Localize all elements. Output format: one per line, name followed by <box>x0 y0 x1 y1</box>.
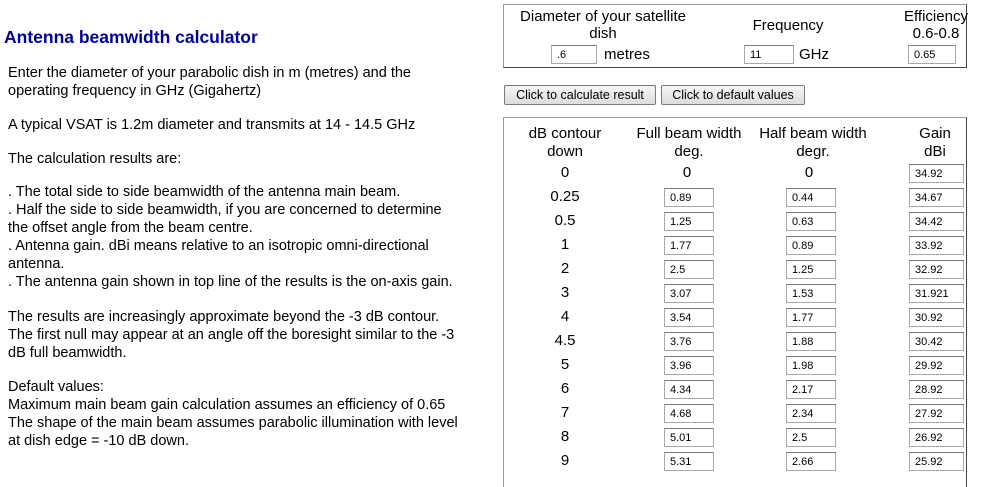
half-beamwidth-field[interactable]: 1.25 <box>786 260 836 279</box>
bullet-list <box>8 183 498 291</box>
db-contour-value: 9 <box>560 452 570 469</box>
bullet-line: antenna. <box>8 256 65 272</box>
bullet-line: . Half the side to side beamwidth, if you are concerned to determine <box>8 202 442 218</box>
intro-text: Enter the diameter of your parabolic dish in m (metres) and the operating frequency in GHz (Gigahertz) <box>8 65 411 99</box>
approximation-note: The results are increasingly approximate beyond the -3 dB contour. The first null may appear at an angle off the boresight similar to the -3 dB full beamwidth. <box>8 309 455 361</box>
gain-field[interactable]: 30.42 <box>909 332 964 351</box>
db-contour-value: 8 <box>560 428 570 445</box>
full-beamwidth-field[interactable]: 4.68 <box>664 404 714 423</box>
db-contour-value: 0 <box>560 164 570 181</box>
bullet-line: . Antenna gain. dBi means relative to an isotropic omni-directional <box>8 238 429 254</box>
half-beamwidth-value: 0 <box>804 164 814 181</box>
full-beamwidth-field[interactable]: 5.01 <box>664 428 714 447</box>
half-beamwidth-field[interactable]: 0.89 <box>786 236 836 255</box>
full-beamwidth-field[interactable]: 5.31 <box>664 452 714 471</box>
full-beamwidth-field[interactable]: 3.54 <box>664 308 714 327</box>
db-contour-value: 6 <box>560 380 570 397</box>
half-beamwidth-header: Half beam width degr. <box>759 125 867 160</box>
bullet-line: . The total side to side beamwidth of the antenna main beam. <box>8 184 401 200</box>
results-intro: The calculation results are: <box>8 151 182 167</box>
gain-field[interactable]: 27.92 <box>909 404 964 423</box>
diameter-label: Diameter of your satellite dish <box>520 8 686 42</box>
half-beamwidth-field[interactable]: 1.88 <box>786 332 836 351</box>
gain-field[interactable]: 30.92 <box>909 308 964 327</box>
gain-field[interactable]: 34.92 <box>909 164 964 183</box>
db-contour-value: 5 <box>560 356 570 373</box>
full-beamwidth-field[interactable]: 3.07 <box>664 284 714 303</box>
db-contour-value: 4.5 <box>554 332 576 349</box>
gain-field[interactable]: 34.67 <box>909 188 964 207</box>
gain-field[interactable]: 26.92 <box>909 428 964 447</box>
db-contour-value: 1 <box>560 236 570 253</box>
half-beamwidth-field[interactable]: 0.63 <box>786 212 836 231</box>
full-beamwidth-field[interactable]: 4.34 <box>664 380 714 399</box>
half-beamwidth-field[interactable]: 2.66 <box>786 452 836 471</box>
half-beamwidth-field[interactable]: 2.17 <box>786 380 836 399</box>
gain-field[interactable]: 33.92 <box>909 236 964 255</box>
gain-header: Gain dBi <box>919 125 951 160</box>
typical-note: A typical VSAT is 1.2m diameter and transmits at 14 - 14.5 GHz <box>8 117 416 133</box>
half-beamwidth-field[interactable]: 1.77 <box>786 308 836 327</box>
frequency-input[interactable]: 11 <box>744 45 794 64</box>
efficiency-label: Efficiency 0.6-0.8 <box>904 8 968 42</box>
gain-field[interactable]: 29.92 <box>909 356 964 375</box>
gain-field[interactable]: 25.92 <box>909 452 964 471</box>
frequency-label: Frequency <box>752 17 824 34</box>
half-beamwidth-field[interactable]: 2.5 <box>786 428 836 447</box>
diameter-input[interactable]: .6 <box>551 45 597 64</box>
db-contour-header: dB contour down <box>528 125 602 160</box>
db-contour-value: 7 <box>560 404 570 421</box>
full-beamwidth-field[interactable]: 1.77 <box>664 236 714 255</box>
full-beamwidth-field[interactable]: 0.89 <box>664 188 714 207</box>
gain-field[interactable]: 28.92 <box>909 380 964 399</box>
defaults-note: Default values: Maximum main beam gain calculation assumes an efficiency of 0.65 The shape of the main beam assumes parabolic illumination with level at dish edge = -10 dB down. <box>8 379 458 449</box>
half-beamwidth-field[interactable]: 0.44 <box>786 188 836 207</box>
gain-field[interactable]: 31.921 <box>909 284 964 303</box>
full-beamwidth-field[interactable]: 3.96 <box>664 356 714 375</box>
db-contour-value: 2 <box>560 260 570 277</box>
efficiency-input[interactable]: 0.65 <box>908 45 956 64</box>
full-beamwidth-header: Full beam width deg. <box>636 125 742 160</box>
bullet-line: . The antenna gain shown in top line of the results is the on-axis gain. <box>8 274 453 290</box>
half-beamwidth-field[interactable]: 2.34 <box>786 404 836 423</box>
db-contour-value: 0.25 <box>550 188 580 205</box>
page-title: Antenna beamwidth calculator <box>4 27 258 47</box>
bullet-line: the offset angle from the beam centre. <box>8 220 253 236</box>
gain-field[interactable]: 34.42 <box>909 212 964 231</box>
half-beamwidth-field[interactable]: 1.98 <box>786 356 836 375</box>
db-contour-value: 4 <box>560 308 570 325</box>
default-values-button[interactable]: Click to default values <box>661 85 805 105</box>
full-beamwidth-field[interactable]: 3.76 <box>664 332 714 351</box>
half-beamwidth-field[interactable]: 1.53 <box>786 284 836 303</box>
full-beamwidth-field[interactable]: 1.25 <box>664 212 714 231</box>
full-beamwidth-field[interactable]: 2.5 <box>664 260 714 279</box>
gain-field[interactable]: 32.92 <box>909 260 964 279</box>
full-beamwidth-value: 0 <box>682 164 692 181</box>
db-contour-value: 3 <box>560 284 570 301</box>
calculate-button[interactable]: Click to calculate result <box>504 85 656 105</box>
frequency-unit: GHz <box>799 46 829 63</box>
db-contour-value: 0.5 <box>554 212 576 229</box>
diameter-unit: metres <box>604 46 650 63</box>
